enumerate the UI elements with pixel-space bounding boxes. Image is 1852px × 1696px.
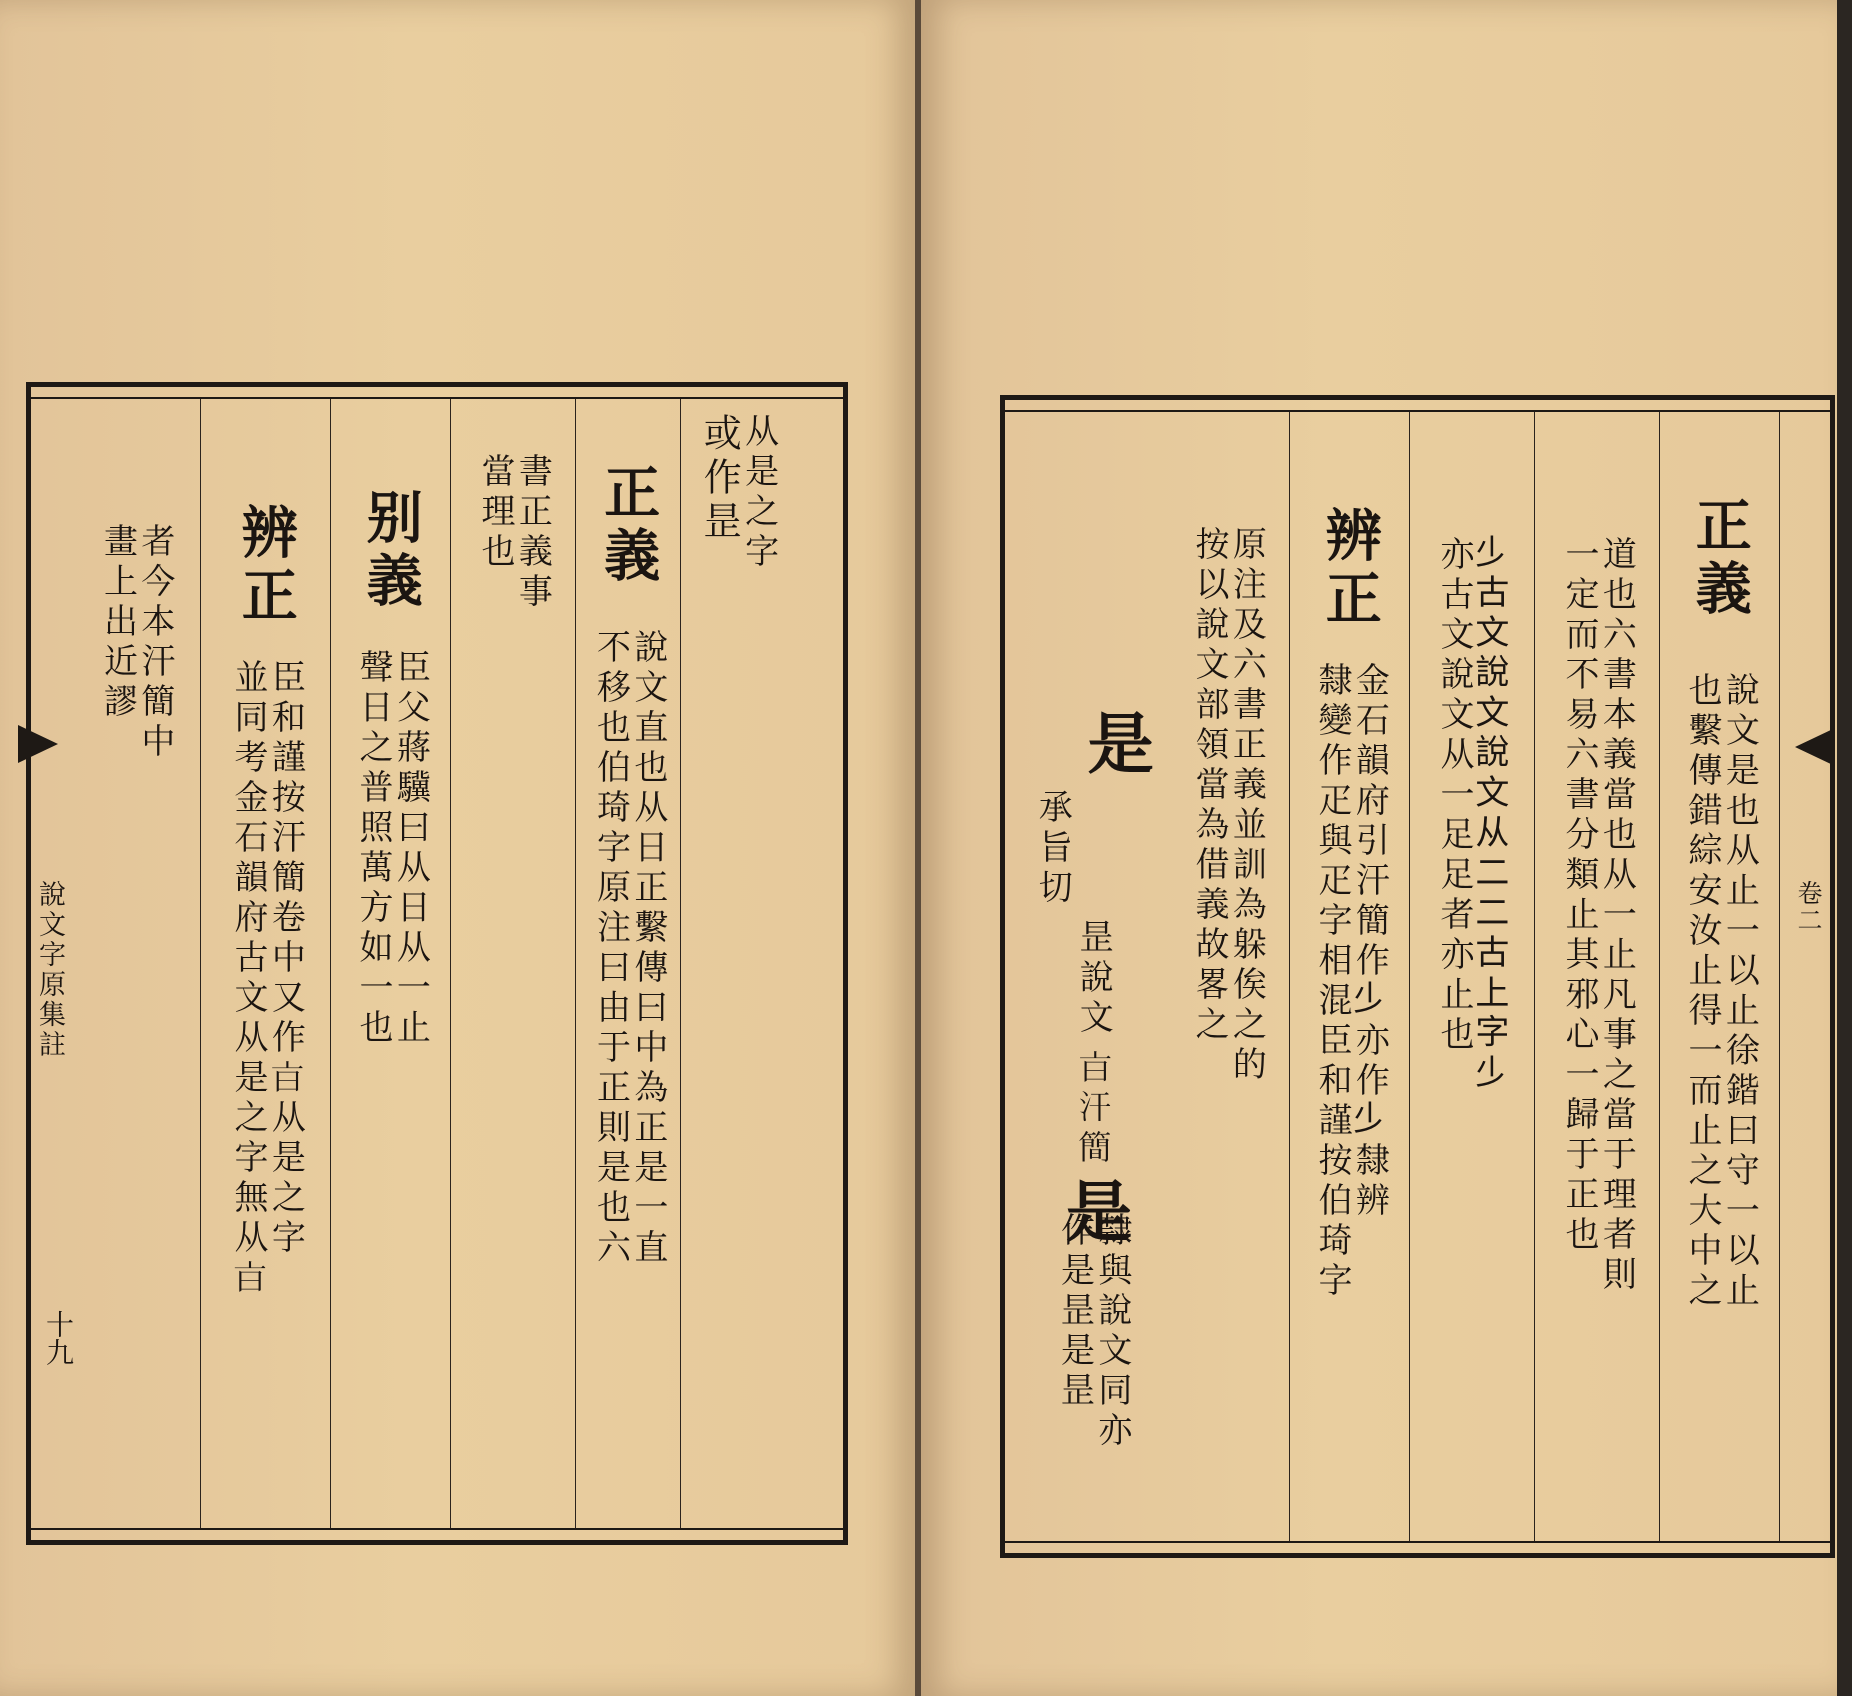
right-col-2 <box>1535 412 1660 1541</box>
pronunciation: 承旨切 <box>1032 788 1073 909</box>
right-text-frame <box>1000 395 1835 1558</box>
column-line: 隸與說文同亦 <box>1091 1212 1132 1452</box>
left-col-2-notes <box>576 399 681 1528</box>
column-line: 者今本汗簡中 <box>134 523 175 763</box>
column-line: 隸變作疋與疋字相混臣和謹按伯琦字 <box>1312 662 1352 1302</box>
fishtail-mark-right <box>1795 728 1835 766</box>
column-line: 或作昰 <box>697 413 742 545</box>
column-line: 作是昰是昰 <box>1054 1212 1095 1412</box>
column-heading: 正義 <box>1686 496 1753 622</box>
right-col-6-notes <box>1020 412 1165 1541</box>
column-heading: 正義 <box>595 463 662 589</box>
seal-form-shuowen: 昰說文 <box>1073 918 1114 1039</box>
column-line: 按以說文部領當為借義故畧之 <box>1189 526 1229 1046</box>
column-line: 當理也 <box>475 453 515 573</box>
column-line: 不移也伯琦字原注曰由于正則是也六 <box>590 629 631 1269</box>
fishtail-mark-left <box>18 725 58 763</box>
right-col-3 <box>1410 412 1535 1541</box>
column-line: 聲日之普照萬方如一也 <box>353 649 393 1049</box>
column-line: 金石韻府引汗簡作𣥂亦作𣥂隸辨 <box>1349 662 1390 1222</box>
left-col-6 <box>71 399 201 1528</box>
left-col-1 <box>681 399 793 1528</box>
left-col-4-notes <box>331 399 451 1528</box>
column-line: 也繫傳錯綜安汝止得一而止之大中之 <box>1682 672 1722 1312</box>
book-title-gutter: 說文字原集註 <box>34 880 65 1060</box>
headword: 是 <box>1076 708 1155 782</box>
column-heading: 别義 <box>357 488 424 614</box>
column-line: 臣父蔣驥曰从日从一止 <box>390 649 431 1049</box>
column-line: 从是之字 <box>738 413 779 573</box>
column-line: 說文直也从日正繫傳曰中為正是一直 <box>627 629 668 1269</box>
clerical-form: 是 <box>1054 1176 1133 1250</box>
column-line: 道也六書本義當也从一止凡事之當于理者則 <box>1596 536 1637 1296</box>
left-text-frame <box>26 382 848 1545</box>
column-heading: 辨正 <box>232 503 299 629</box>
column-line: 一定而不易六書分類止其邪心一歸于正也 <box>1559 536 1599 1256</box>
volume-label: 卷二 <box>1794 880 1823 934</box>
right-col-4-notes <box>1290 412 1410 1541</box>
seal-form-hanjian: 𣅀汗簡 <box>1073 1048 1114 1169</box>
column-line: 𣥂古文說文說文从二二古上字𣥂 <box>1471 536 1512 1096</box>
column-line: 原注及六書正義並訓為躲俟之的 <box>1226 526 1267 1086</box>
left-col-3 <box>451 399 576 1528</box>
left-col-5-notes <box>201 399 331 1528</box>
column-line: 亦古文說文从一足足者亦止也 <box>1434 536 1474 1056</box>
right-col-1-notes <box>1660 412 1780 1541</box>
column-line: 並同考金石韻府古文从是之字無从𣅀 <box>228 659 268 1299</box>
column-heading: 辨正 <box>1316 506 1383 632</box>
folio-number: 十九 <box>42 1310 75 1366</box>
column-line: 臣和謹按汗簡卷中又作𣅀从是之字 <box>265 659 306 1259</box>
column-line: 說文是也从止一以止徐鍇曰守一以止 <box>1719 672 1760 1312</box>
column-line: 畫上出近謬 <box>97 523 138 723</box>
column-line: 書正義事 <box>512 453 553 613</box>
right-col-5 <box>1165 412 1290 1541</box>
